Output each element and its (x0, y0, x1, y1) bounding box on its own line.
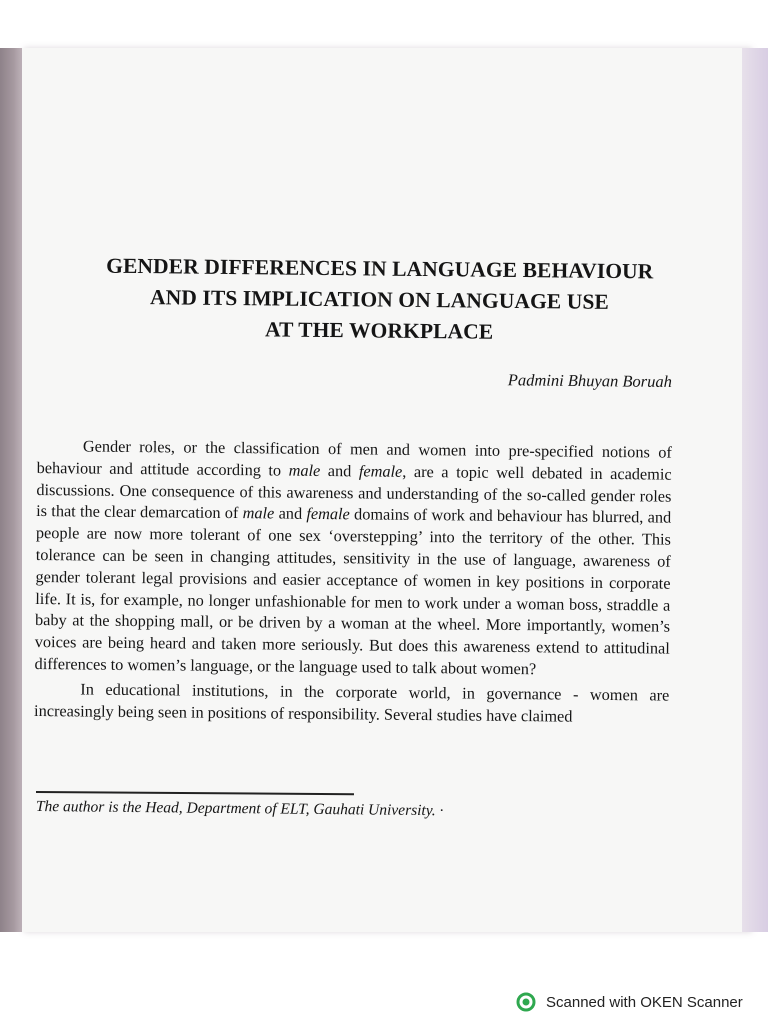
text-run: In educational institutions, in the corporate world, in governance - women are increasingly being seen in positions of responsibility. Several studies have claimed (34, 679, 670, 726)
italic-term: male (242, 503, 275, 523)
body-paragraph (34, 435, 671, 681)
author-footnote: The author is the Head, Department of ELT, Gauhati University. · (35, 798, 444, 820)
article-title (39, 250, 720, 350)
text-run: and (274, 503, 307, 524)
scanner-watermark (515, 990, 743, 1014)
scanner-label: Scanned with OKEN Scanner (546, 993, 743, 1011)
scanner-logo-dot (523, 999, 530, 1006)
title-line-2: AND ITS IMPLICATION ON LANGUAGE USE (149, 285, 610, 314)
italic-term: male (288, 460, 321, 480)
text-run: Gender roles, or the classification of men and women into pre-specified notions of behaviour and attitude according to (36, 436, 672, 480)
text-run: domains of work and behaviour has blurred, and people are now more tolerant of one sex ‘overstepping’ into the territory of the other. This tolerance can be seen in changing attitudes, sensitivity in the use of language, awareness of gender tolerant legal provisions and easier acceptance of women in key positions in corporate life. It is, for example, no longer unfashionable for men to work under a woman boss, straddle a baby at the shopping mall, or be driven by a woman at the wheel. More importantly, women’s voices are being heard and taken more seriously. But does this awareness extend to attitudinal differences to women’s language, or the language used to talk about women? (34, 504, 672, 679)
footnote-divider (36, 791, 354, 795)
italic-term: female (306, 504, 350, 524)
body-paragraph (34, 678, 669, 728)
title-line-3: AT THE WORKPLACE (264, 317, 494, 344)
text-run: , are a topic well debated in academic discussions. One consequence of this awareness and understanding of the so-called gender roles is that the clear demarcation of (36, 461, 672, 523)
scanner-logo-icon (515, 991, 537, 1013)
italic-term: female (358, 461, 403, 481)
article-body (34, 435, 672, 731)
author-name: Padmini Bhuyan Boruah (507, 370, 672, 391)
title-line-1: GENDER DIFFERENCES IN LANGUAGE BEHAVIOUR (106, 253, 654, 284)
text-run: and (320, 460, 360, 481)
